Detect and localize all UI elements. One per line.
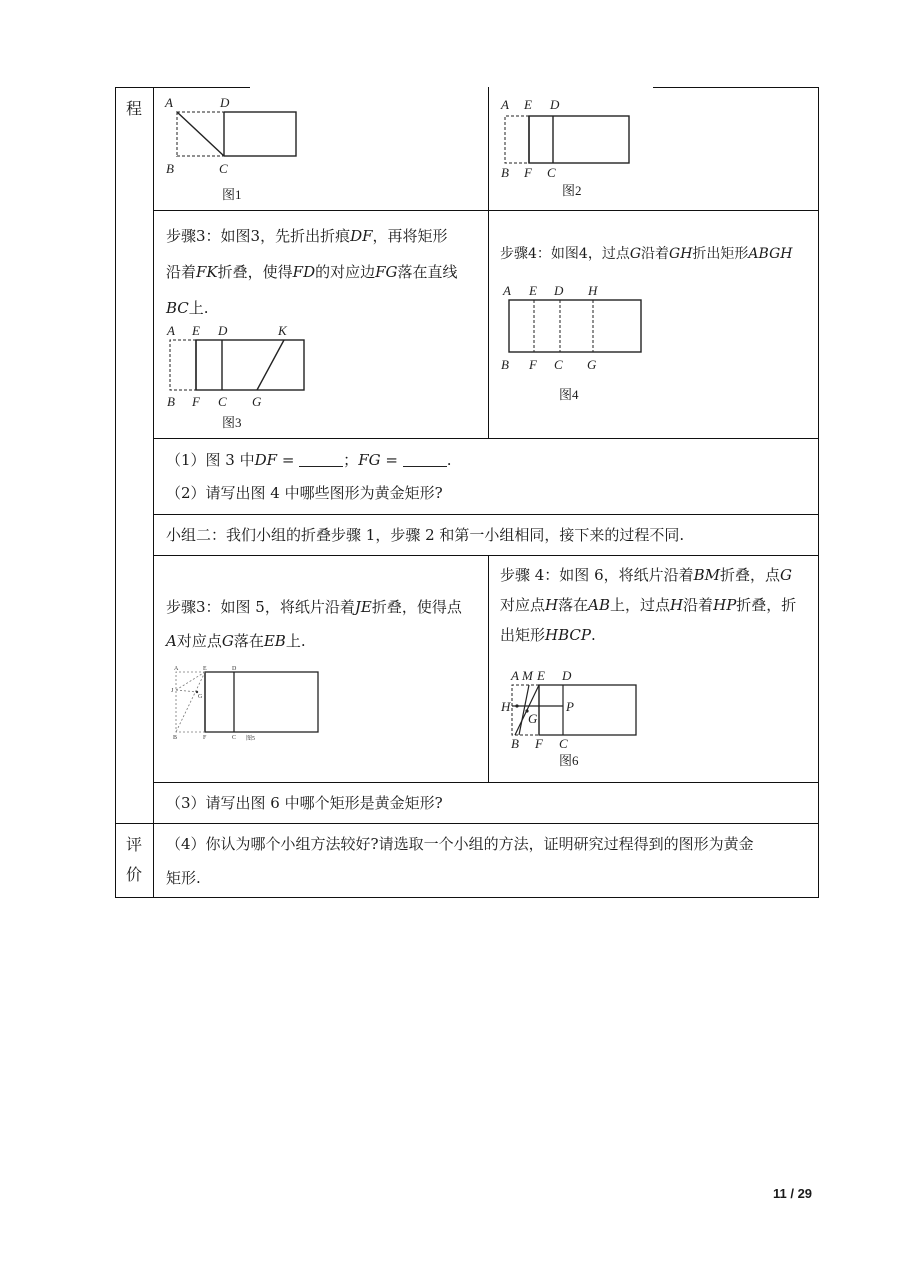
fig1-label-a: A — [165, 95, 173, 110]
fig4-label-c: C — [554, 357, 563, 372]
fig5-label-g: G — [198, 694, 203, 700]
fig5-line-jg — [176, 690, 197, 692]
question-1: （1）图 3 中DF = ；FG = . — [166, 451, 452, 469]
step4-group2-text: 步骤 4：如图 6，将纸片沿着BM折叠，点G 对应点H落在AB上，过点H沿着HP折叠，折 出矩形HBCP. — [500, 566, 797, 644]
fig3-label-e: E — [192, 323, 200, 338]
fig1-label-b: B — [166, 161, 174, 176]
fig5-label-a: A — [174, 666, 179, 672]
fig3-label-c: C — [218, 394, 227, 409]
step3-group1-text: 步骤3：如图3，先折出折痕DF，再将矩形 沿着FK折叠，使得FD的对应边FG落在直线 BC上. — [166, 227, 458, 317]
table-left-border — [115, 87, 116, 898]
table-mid-divider-2 — [488, 555, 489, 782]
row-border-3 — [153, 514, 819, 515]
figure-2 — [497, 94, 647, 180]
table-col-divider — [153, 87, 154, 898]
fig2-label-e: E — [524, 97, 532, 112]
fig4-label-f: F — [529, 357, 537, 372]
fig6-label-g: G — [528, 711, 538, 726]
fig2-label-a: A — [501, 97, 509, 112]
table-bottom-border — [115, 897, 819, 898]
fig3-line-kg — [257, 340, 284, 390]
fig5-label-f: F — [203, 735, 207, 741]
fig5-caption: 图5 — [246, 736, 256, 742]
fig2-label-f: F — [524, 165, 532, 180]
fig6-label-c: C — [559, 736, 568, 751]
fig3-label-b: B — [167, 394, 175, 409]
fig1-label-c: C — [219, 161, 228, 176]
figure-6 — [500, 666, 650, 756]
table-mid-divider-1 — [488, 87, 489, 438]
question-3: （3）请写出图 6 中哪个矩形是黄金矩形? — [166, 794, 443, 812]
fig2-label-d: D — [550, 97, 560, 112]
fig6-label-m: M — [522, 668, 533, 683]
answer-blank-fg[interactable] — [403, 450, 447, 467]
fig5-rectangle — [205, 672, 318, 732]
fig4-caption: 图4 — [559, 387, 579, 402]
fig6-label-p: P — [566, 699, 574, 714]
question-2: （2）请写出图 4 中哪些图形为黄金矩形? — [166, 484, 443, 502]
figure-5 — [168, 662, 328, 742]
fig6-label-d: D — [562, 668, 572, 683]
fig2-folded-part-dashed — [505, 116, 529, 163]
fig4-rectangle — [509, 300, 641, 352]
fig5-label-c: C — [232, 735, 237, 741]
fig3-folded-part-dashed — [170, 340, 196, 390]
fig4-label-b: B — [501, 357, 509, 372]
fig3-label-a: A — [167, 323, 175, 338]
row-border-6 — [115, 823, 819, 824]
table-top-right-border — [653, 87, 819, 88]
row-border-4 — [153, 555, 819, 556]
fig1-diagonal — [177, 112, 224, 156]
fig5-label-b: B — [173, 735, 178, 741]
page-number: 11 / 29 — [773, 1186, 813, 1201]
row-border-1 — [153, 210, 819, 211]
fig3-label-f: F — [192, 394, 200, 409]
fig5-label-d: D — [232, 666, 237, 672]
fig6-label-f: F — [535, 736, 543, 751]
fig4-label-d: D — [554, 283, 564, 298]
fig2-rectangle — [529, 116, 629, 163]
fig4-label-e: E — [529, 283, 537, 298]
row-border-2 — [153, 438, 819, 439]
fig3-rectangle — [196, 340, 304, 390]
step3-group2-text: 步骤3：如图 5，将纸片沿着JE折叠，使得点 A对应点G落在EB上. — [166, 598, 462, 650]
table-top-left-border — [115, 87, 250, 88]
fig3-caption: 图3 — [222, 415, 242, 430]
fig2-caption: 图2 — [562, 183, 582, 198]
fig5-label-e: E — [203, 666, 207, 672]
fig3-label-g: G — [252, 394, 262, 409]
question-4-line-1: （4）你认为哪个小组方法较好?请选取一个小组的方法，证明研究过程得到的图形为黄金 — [166, 835, 754, 853]
fig6-point-h — [515, 704, 518, 707]
fig6-label-a: A — [511, 668, 519, 683]
figure-1 — [160, 94, 340, 184]
fig4-label-a: A — [503, 283, 511, 298]
figure-3 — [163, 322, 323, 412]
side-label-eval-2: 价 — [126, 865, 143, 884]
fig1-caption: 图1 — [222, 187, 242, 202]
fig4-label-h: H — [588, 283, 598, 298]
group2-intro: 小组二：我们小组的折叠步骤 1，步骤 2 和第一小组相同，接下来的过程不同. — [166, 526, 685, 544]
question-4-line-2: 矩形. — [166, 869, 201, 887]
fig6-rectangle — [539, 685, 636, 735]
figure-4 — [497, 280, 657, 370]
fig3-label-k: K — [278, 323, 287, 338]
fig4-label-g: G — [587, 357, 597, 372]
fig2-label-b: B — [501, 165, 509, 180]
answer-blank-df[interactable] — [299, 450, 343, 467]
fig3-label-d: D — [218, 323, 228, 338]
side-label-process: 程 — [126, 99, 143, 118]
fig6-caption: 图6 — [559, 753, 579, 768]
fig1-label-d: D — [220, 95, 230, 110]
fig6-label-b: B — [511, 736, 519, 751]
row-border-5 — [153, 782, 819, 783]
fig6-label-e: E — [537, 668, 545, 683]
fig6-label-h: H — [501, 699, 511, 714]
fig2-label-c: C — [547, 165, 556, 180]
step4-group1-text: 步骤4：如图4，过点G沿着GH折出矩形ABGH — [500, 246, 793, 262]
fig1-rectangle — [177, 112, 296, 156]
fig5-label-j: J — [171, 688, 174, 694]
table-right-border — [818, 87, 819, 898]
side-label-eval-1: 评 — [126, 835, 143, 854]
fig5-point-g — [196, 691, 198, 693]
